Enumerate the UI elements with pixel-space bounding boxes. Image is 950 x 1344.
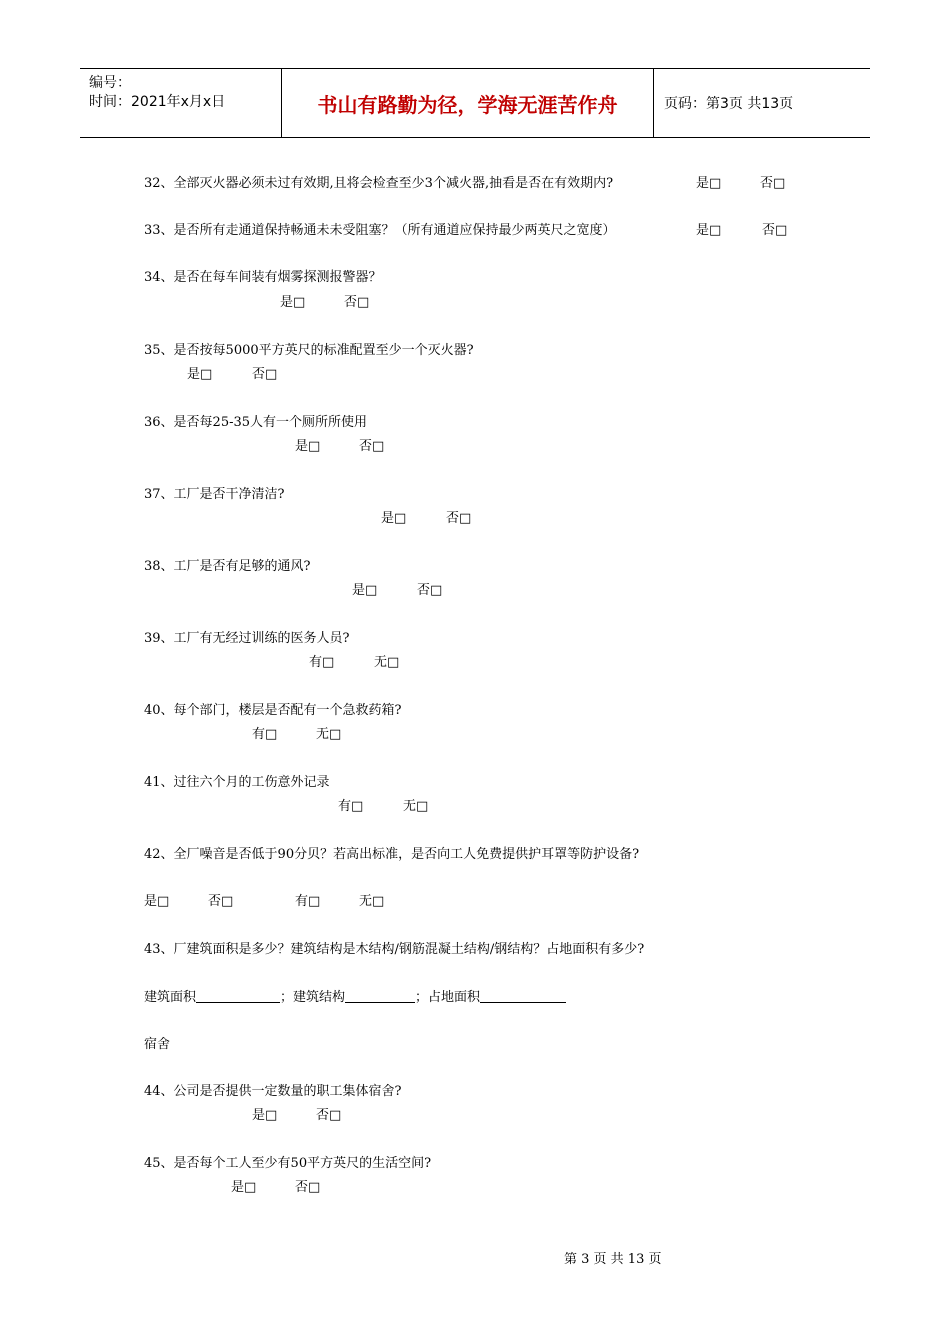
question-36: 36、是否每25-35人有一个厕所所使用 xyxy=(144,415,368,430)
q44-yes-option[interactable]: 是□ xyxy=(252,1108,278,1123)
q32-no-option[interactable]: 否□ xyxy=(760,176,786,191)
q37-no-option[interactable]: 否□ xyxy=(446,511,472,526)
question-text: 33、是否所有走通道保持畅通未未受阻塞？（所有通道应保持最少两英尺之宽度） xyxy=(144,223,616,238)
q32-yes-option[interactable]: 是□ xyxy=(696,176,722,191)
q39-none-option[interactable]: 无□ xyxy=(374,655,400,670)
structure-label: ；建筑结构 xyxy=(280,990,346,1005)
q38-yes-option[interactable]: 是□ xyxy=(352,583,378,598)
building-area-label: 建筑面积 xyxy=(144,990,197,1005)
question-40: 40、每个部门，楼层是否配有一个急救药箱? xyxy=(144,703,402,718)
q35-yes-option[interactable]: 是□ xyxy=(187,367,213,382)
q42-no-option[interactable]: 否□ xyxy=(208,894,234,909)
question-43: 43、厂建筑面积是多少？建筑结构是木结构/钢筋混凝土结构/钢结构？占地面积有多少? xyxy=(144,942,645,957)
q36-yes-option[interactable]: 是□ xyxy=(295,439,321,454)
header-page-info: 页码：第3页 共13页 xyxy=(664,96,794,112)
structure-blank[interactable] xyxy=(345,989,415,1003)
q33-no-option[interactable]: 否□ xyxy=(762,223,788,238)
question-42: 42、全厂噪音是否低于90分贝？若高出标准，是否向工人免费提供护耳罩等防护设备? xyxy=(144,847,640,862)
q41-none-option[interactable]: 无□ xyxy=(403,799,429,814)
q42-have-option[interactable]: 有□ xyxy=(295,894,321,909)
q34-yes-option[interactable]: 是□ xyxy=(280,295,306,310)
page-footer: 第 3 页 共 13 页 xyxy=(564,1252,662,1267)
q35-no-option[interactable]: 否□ xyxy=(252,367,278,382)
header-motto: 书山有路勤为径，学海无涯苦作舟 xyxy=(317,92,618,117)
q42-yes-option[interactable]: 是□ xyxy=(144,894,170,909)
q38-no-option[interactable]: 否□ xyxy=(417,583,443,598)
document-header xyxy=(80,68,870,138)
land-area-label: ；占地面积 xyxy=(415,990,481,1005)
q45-yes-option[interactable]: 是□ xyxy=(231,1180,257,1195)
question-32 xyxy=(144,172,613,191)
document-number-label: 编号： xyxy=(89,75,131,91)
q40-have-option[interactable]: 有□ xyxy=(252,727,278,742)
q44-no-option[interactable]: 否□ xyxy=(316,1108,342,1123)
q37-yes-option[interactable]: 是□ xyxy=(381,511,407,526)
question-41: 41、过往六个月的工伤意外记录 xyxy=(144,775,330,790)
document-time-label: 时间：2021年x月x日 xyxy=(89,94,226,110)
q33-yes-option[interactable]: 是□ xyxy=(696,223,722,238)
question-text: 32、全部灭火器必须未过有效期,且将会检查至少3个减火器,抽看是否在有效期内? xyxy=(144,176,614,191)
question-39: 39、工厂有无经过训练的医务人员? xyxy=(144,631,350,646)
q40-none-option[interactable]: 无□ xyxy=(316,727,342,742)
question-34: 34、是否在每车间装有烟雾探测报警器？ xyxy=(144,270,382,285)
header-right-cell xyxy=(654,69,870,137)
q43-fields-row xyxy=(144,986,566,1005)
q41-have-option[interactable]: 有□ xyxy=(338,799,364,814)
question-44: 44、公司是否提供一定数量的职工集体宿舍? xyxy=(144,1084,402,1099)
question-35: 35、是否按每5000平方英尺的标准配置至少一个灭火器? xyxy=(144,343,474,358)
section-dormitory-heading: 宿舍 xyxy=(144,1037,171,1052)
question-38: 38、工厂是否有足够的通风? xyxy=(144,559,311,574)
header-middle-cell xyxy=(282,69,654,137)
land-area-blank[interactable] xyxy=(480,989,566,1003)
question-45: 45、是否每个工人至少有50平方英尺的生活空间? xyxy=(144,1156,432,1171)
building-area-blank[interactable] xyxy=(196,989,280,1003)
q34-no-option[interactable]: 否□ xyxy=(344,295,370,310)
question-33 xyxy=(144,219,616,238)
header-left-cell xyxy=(80,69,282,137)
q36-no-option[interactable]: 否□ xyxy=(359,439,385,454)
question-37: 37、工厂是否干净清洁? xyxy=(144,487,285,502)
q45-no-option[interactable]: 否□ xyxy=(295,1180,321,1195)
q39-have-option[interactable]: 有□ xyxy=(309,655,335,670)
q42-none-option[interactable]: 无□ xyxy=(359,894,385,909)
